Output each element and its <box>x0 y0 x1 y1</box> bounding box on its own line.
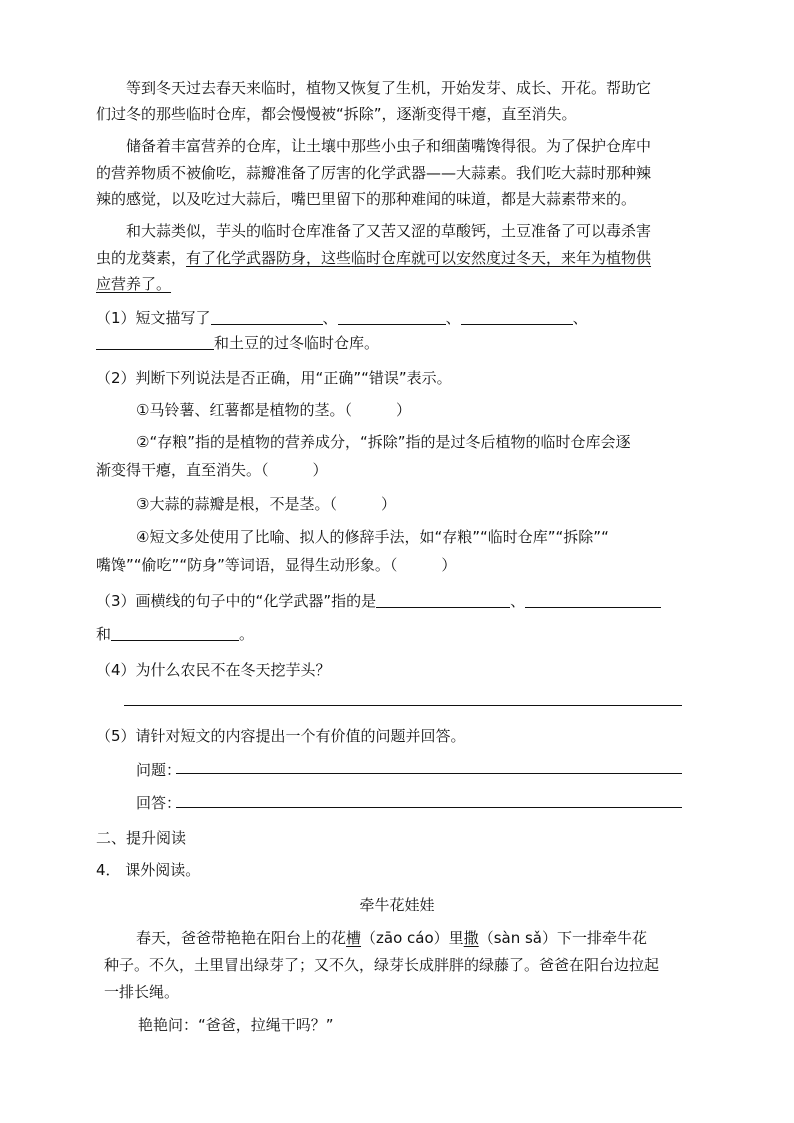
statement-2: ②“存粮”指的是植物的营养成分，“拆除”指的是过冬后植物的临时仓库会逐 <box>136 433 631 451</box>
question-4: （4）为什么农民不在冬天挖芋头？ <box>96 661 331 679</box>
underlined-sentence: 应营养了。 <box>96 275 172 293</box>
statement-1 <box>136 400 411 420</box>
question-3-cont <box>96 624 254 644</box>
answer-blank[interactable] <box>111 625 239 641</box>
passage-line: 辣的感觉，以及吃过大蒜后，嘴巴里留下的那种难闻的味道，都是大蒜素带来的。 <box>96 190 637 208</box>
statement-text: 渐变得干瘪，直至消失。（ <box>96 461 269 479</box>
question-3 <box>96 591 661 611</box>
passage-line: 们过冬的那些临时仓库，都会慢慢被“拆除”，逐渐变得干瘪，直至消失。 <box>96 105 577 123</box>
q5-answer-label: 回答： <box>136 794 182 812</box>
answer-blank[interactable] <box>525 592 661 608</box>
answer-blank[interactable] <box>376 592 510 608</box>
statement-text: ③大蒜的蒜瓣是根，不是茎。（ <box>136 495 337 513</box>
q5-answer-line[interactable] <box>176 807 682 808</box>
question-text: （1）短文描写了 <box>96 309 211 327</box>
passage-line: 一排长绳。 <box>104 983 180 1001</box>
section-item: 4． 课外阅读。 <box>96 861 201 879</box>
underlined-char: 撒 <box>463 929 479 947</box>
question-text: 和 <box>96 625 112 643</box>
question-2: （2）判断下列说法是否正确，用“正确”“错误”表示。 <box>96 369 452 387</box>
question-text: 。 <box>239 625 255 643</box>
statement-text: ①马铃薯、红薯都是植物的茎。（ <box>136 401 352 419</box>
question-text: 和土豆的过冬临时仓库。 <box>214 334 380 352</box>
passage-text: 春天，爸爸带艳艳在阳台上的花 <box>136 929 347 947</box>
answer-blank[interactable] <box>338 309 446 325</box>
separator: 、 <box>572 309 588 327</box>
answer-blank[interactable] <box>96 334 214 350</box>
close-paren: ） <box>395 401 411 419</box>
separator: 、 <box>445 309 461 327</box>
underlined-char: 槽 <box>346 929 362 947</box>
answer-line[interactable] <box>124 705 682 706</box>
passage-line: 艳艳问：“爸爸，拉绳干吗？” <box>138 1016 334 1034</box>
passage-title: 牵牛花娃娃 <box>359 896 435 914</box>
statement-text: 嘴馋”“偷吃”“防身”等词语，显得生动形象。（ <box>96 556 398 574</box>
underlined-sentence: 有了化学武器防身，这些临时仓库就可以安然度过冬天，来年为植物供 <box>186 249 652 267</box>
passage-line: 和大蒜类似，芋头的临时仓库准备了又苦又涩的草酸钙，土豆准备了可以毒杀害 <box>126 222 652 240</box>
passage-text: 虫的龙葵素， <box>96 249 187 267</box>
statement-2-cont <box>96 460 328 480</box>
section-heading: 二、提升阅读 <box>96 829 187 847</box>
close-paren: ） <box>312 461 328 479</box>
question-text: （3）画横线的句子中的“化学武器”指的是 <box>96 592 377 610</box>
statement-3 <box>136 494 396 514</box>
pinyin-options: （zāo cáo）里 <box>361 929 464 947</box>
passage-line: 等到冬天过去春天来临时，植物又恢复了生机，开始发芽、成长、开花。帮助它 <box>126 79 652 97</box>
passage-line: 种子。不久，土里冒出绿芽了；又不久，绿芽长成胖胖的绿藤了。爸爸在阳台边拉起 <box>104 956 660 974</box>
separator: 、 <box>322 309 338 327</box>
q5-question-line[interactable] <box>176 773 682 774</box>
q5-question-label: 问题： <box>136 761 182 779</box>
passage-line: 的营养物质不被偷吃，蒜瓣准备了厉害的化学武器——大蒜素。我们吃大蒜时那种辣 <box>96 164 652 182</box>
passage-line <box>96 248 651 268</box>
pinyin-options: （sàn sǎ）下一排牵牛花 <box>478 929 647 947</box>
separator: 、 <box>510 592 526 610</box>
close-paren: ） <box>380 495 396 513</box>
close-paren: ） <box>441 556 457 574</box>
statement-4: ④短文多处使用了比喻、拟人的修辞手法，如“存粮”“临时仓库”“拆除”“ <box>136 528 609 546</box>
answer-blank[interactable] <box>461 309 573 325</box>
passage-line <box>136 928 647 948</box>
answer-blank[interactable] <box>211 309 323 325</box>
statement-4-cont <box>96 555 456 575</box>
question-5: （5）请针对短文的内容提出一个有价值的问题并回答。 <box>96 727 466 745</box>
question-1-cont <box>96 333 379 353</box>
question-1 <box>96 308 588 328</box>
passage-line: 储备着丰富营养的仓库，让土壤中那些小虫子和细菌嘴馋得很。为了保护仓库中 <box>126 137 652 155</box>
